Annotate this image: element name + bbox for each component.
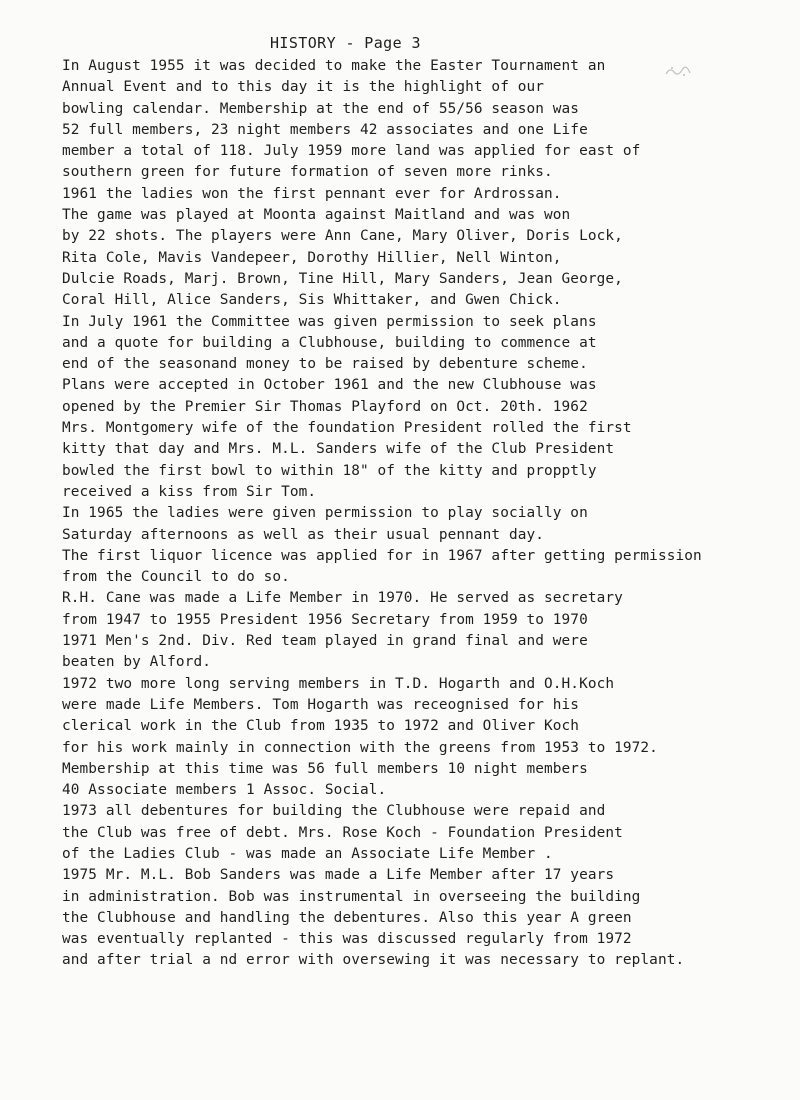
- text-line: Rita Cole, Mavis Vandepeer, Dorothy Hillier, Nell Winton,: [62, 249, 562, 266]
- text-line: 1961 the ladies won the first pennant ever for Ardrossan.: [62, 185, 562, 202]
- text-line: 1971 Men's 2nd. Div. Red team played in grand final and were: [62, 633, 588, 650]
- text-line: Mrs. Montgomery wife of the foundation President rolled the first: [62, 420, 632, 437]
- text-line: 1972 two more long serving members in T.D. Hogarth and O.H.Koch: [62, 675, 615, 692]
- text-line: for his work mainly in connection with the greens from 1953 to 1972.: [62, 739, 658, 756]
- text-line: The first liquor licence was applied for in 1967 after getting permission: [62, 547, 702, 564]
- text-line: and after trial a nd error with oversewing it was necessary to replant.: [62, 952, 685, 969]
- text-line: Dulcie Roads, Marj. Brown, Tine Hill, Mary Sanders, Jean George,: [62, 270, 623, 287]
- text-line: in administration. Bob was instrumental in overseeing the building: [62, 888, 641, 905]
- text-line: member a total of 118. July 1959 more land was applied for east of: [62, 143, 641, 160]
- text-line: by 22 shots. The players were Ann Cane, Mary Oliver, Doris Lock,: [62, 228, 623, 245]
- text-line: 1975 Mr. M.L. Bob Sanders was made a Life Member after 17 years: [62, 867, 615, 884]
- text-line: bowling calendar. Membership at the end of 55/56 season was: [62, 100, 580, 117]
- page-title: HISTORY - Page 3: [270, 34, 421, 52]
- text-line: beaten by Alford.: [62, 654, 211, 671]
- text-line: and a quote for building a Clubhouse, building to commence at: [62, 334, 597, 351]
- text-line: from 1947 to 1955 President 1956 Secretary from 1959 to 1970: [62, 611, 588, 628]
- text-line: clerical work in the Club from 1935 to 1972 and Oliver Koch: [62, 718, 580, 735]
- text-line: Coral Hill, Alice Sanders, Sis Whittaker, and Gwen Chick.: [62, 292, 562, 309]
- text-line: R.H. Cane was made a Life Member in 1970. He served as secretary: [62, 590, 623, 607]
- text-line: received a kiss from Sir Tom.: [62, 483, 317, 500]
- text-line: 52 full members, 23 night members 42 associates and one Life: [62, 121, 588, 138]
- text-line: Plans were accepted in October 1961 and the new Clubhouse was: [62, 377, 597, 394]
- text-line: of the Ladies Club - was made an Associate Life Member .: [62, 845, 553, 862]
- text-line: The game was played at Moonta against Maitland and was won: [62, 207, 571, 224]
- text-line: Saturday afternoons as well as their usual pennant day.: [62, 526, 545, 543]
- text-line: was eventually replanted - this was discussed regularly from 1972: [62, 931, 632, 948]
- text-line: were made Life Members. Tom Hogarth was receognised for his: [62, 696, 580, 713]
- text-line: Annual Event and to this day it is the highlight of our: [62, 79, 545, 96]
- text-line: from the Council to do so.: [62, 569, 290, 586]
- text-line: southern green for future formation of seven more rinks.: [62, 164, 553, 181]
- text-line: bowled the first bowl to within 18" of the kitty and propptly: [62, 462, 597, 479]
- text-line: opened by the Premier Sir Thomas Playford on Oct. 20th. 1962: [62, 398, 588, 415]
- text-line: end of the seasonand money to be raised by debenture scheme.: [62, 356, 588, 373]
- text-line: In July 1961 the Committee was given permission to seek plans: [62, 313, 597, 330]
- text-line: In 1965 the ladies were given permission to play socially on: [62, 505, 588, 522]
- text-line: In August 1955 it was decided to make the Easter Tournament an: [62, 58, 606, 74]
- text-line: Membership at this time was 56 full members 10 night members: [62, 760, 588, 777]
- text-line: the Clubhouse and handling the debentures. Also this year A green: [62, 909, 632, 926]
- text-line: 1973 all debentures for building the Clubhouse were repaid and: [62, 803, 606, 820]
- text-line: kitty that day and Mrs. M.L. Sanders wife of the Club President: [62, 441, 615, 458]
- text-line: the Club was free of debt. Mrs. Rose Koch - Foundation President: [62, 824, 623, 841]
- history-text-body: [62, 56, 797, 972]
- text-line: 40 Associate members 1 Assoc. Social.: [62, 782, 387, 799]
